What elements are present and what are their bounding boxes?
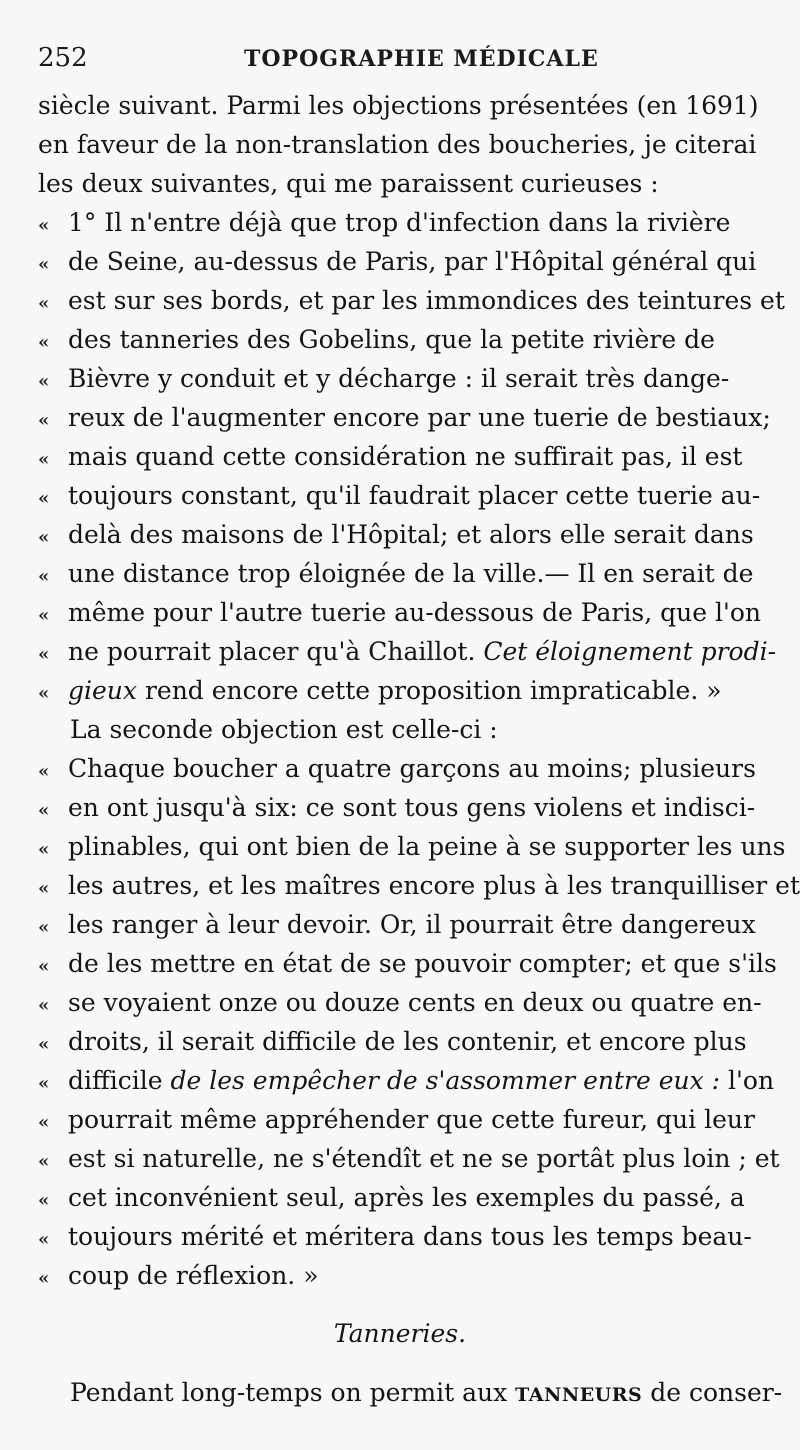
quoted-line bbox=[38, 515, 756, 554]
section-title: Tanneries. bbox=[333, 1319, 467, 1348]
quote-mark: « bbox=[38, 1190, 50, 1211]
text-line: toujours constant, qu'il faudrait placer cette tuerie au- bbox=[68, 481, 761, 510]
quoted-line bbox=[38, 1061, 775, 1100]
quote-mark: « bbox=[38, 995, 50, 1016]
quote-mark: « bbox=[38, 488, 50, 509]
quote-mark: « bbox=[38, 956, 50, 977]
text-line: droits, il serait difficile de les contenir, et encore plus bbox=[68, 1027, 747, 1056]
quoted-line bbox=[38, 788, 756, 827]
text-line: Chaque boucher a quatre garçons au moins; plusieurs bbox=[68, 754, 756, 783]
text-line: siècle suivant. Parmi les objections présentées (en 1691) bbox=[38, 91, 759, 120]
quote-mark: « bbox=[38, 1073, 50, 1094]
quoted-line bbox=[38, 1217, 756, 1256]
quoted-line bbox=[38, 1178, 756, 1217]
last-text-line bbox=[70, 1375, 782, 1413]
quote-mark: « bbox=[38, 1268, 50, 1289]
quote-mark: « bbox=[38, 1229, 50, 1250]
quote-mark: « bbox=[38, 761, 50, 782]
quote-mark: « bbox=[38, 644, 50, 665]
text-line: cet inconvénient seul, après les exemples du passé, a bbox=[68, 1183, 745, 1212]
italic-text: de les empêcher de s'assommer entre eux : bbox=[170, 1066, 721, 1095]
text-line: de les mettre en état de se pouvoir compter; et que s'ils bbox=[68, 949, 777, 978]
quoted-line bbox=[38, 827, 786, 866]
quoted-line bbox=[38, 983, 762, 1022]
quoted-line bbox=[38, 242, 756, 281]
text-line: est si naturelle, ne s'étendît et ne se portât plus loin ; et bbox=[68, 1144, 780, 1173]
page-number: 252 bbox=[38, 43, 88, 73]
text-line: des tanneries des Gobelins, que la petite rivière de bbox=[68, 325, 715, 354]
quoted-line bbox=[38, 944, 777, 983]
text-line: La seconde objection est celle-ci : bbox=[70, 715, 498, 744]
quote-mark: « bbox=[38, 410, 50, 431]
italic-text: Cet éloignement prodi- bbox=[483, 637, 777, 666]
text-line: 1° Il n'entre déjà que trop d'infection dans la rivière bbox=[68, 208, 731, 237]
running-head: TOPOGRAPHIE MÉDICALE bbox=[244, 46, 599, 72]
smallcaps-text: TANNEURS bbox=[515, 1384, 643, 1406]
text-line: coup de réflexion. » bbox=[68, 1261, 319, 1290]
text-line: les ranger à leur devoir. Or, il pourrait être dangereux bbox=[68, 910, 756, 939]
quote-mark: « bbox=[38, 878, 50, 899]
quoted-line bbox=[38, 1022, 756, 1061]
text-line: toujours mérité et méritera dans tous les temps beau- bbox=[68, 1222, 752, 1251]
text-segment: de conser- bbox=[642, 1378, 783, 1407]
quoted-line bbox=[38, 671, 756, 710]
italic-text: gieux bbox=[68, 676, 137, 705]
quoted-line bbox=[38, 749, 756, 788]
text-line: mais quand cette considération ne suffirait pas, il est bbox=[68, 442, 743, 471]
quoted-line bbox=[38, 632, 777, 671]
quoted-line bbox=[38, 1139, 780, 1178]
quoted-line bbox=[38, 905, 756, 944]
quote-mark: « bbox=[38, 371, 50, 392]
quote-mark: « bbox=[38, 332, 50, 353]
quoted-line bbox=[38, 398, 771, 437]
text-line: se voyaient onze ou douze cents en deux ou quatre en- bbox=[68, 988, 762, 1017]
page-header bbox=[38, 40, 778, 80]
text-line: reux de l'augmenter encore par une tuerie de bestiaux; bbox=[68, 403, 771, 432]
quote-mark: « bbox=[38, 1112, 50, 1133]
quoted-line bbox=[38, 866, 800, 905]
text-line: Bièvre y conduit et y décharge : il serait très dange- bbox=[68, 364, 730, 393]
quoted-line bbox=[38, 593, 761, 632]
quote-mark: « bbox=[38, 449, 50, 470]
quote-mark: « bbox=[38, 800, 50, 821]
text-segment: ne pourrait placer qu'à Chaillot. bbox=[68, 637, 484, 666]
quoted-line bbox=[38, 359, 756, 398]
quoted-line bbox=[38, 1256, 756, 1295]
page-body-text bbox=[38, 86, 800, 1295]
text-line: de Seine, au-dessus de Paris, par l'Hôpital général qui bbox=[68, 247, 757, 276]
quote-mark: « bbox=[38, 683, 50, 704]
text-segment: difficile bbox=[68, 1066, 171, 1095]
text-segment: rend encore cette proposition impraticable. » bbox=[137, 676, 722, 705]
quoted-line bbox=[38, 203, 756, 242]
quote-mark: « bbox=[38, 566, 50, 587]
text-line: en ont jusqu'à six: ce sont tous gens violens et indisci- bbox=[68, 793, 756, 822]
text-line: est sur ses bords, et par les immondices des teintures et bbox=[68, 286, 785, 315]
text-line: en faveur de la non-translation des boucheries, je citerai bbox=[38, 130, 757, 159]
quote-mark: « bbox=[38, 527, 50, 548]
quote-mark: « bbox=[38, 839, 50, 860]
quote-mark: « bbox=[38, 215, 50, 236]
text-line: même pour l'autre tuerie au-dessous de Paris, que l'on bbox=[68, 598, 761, 627]
text-line: les deux suivantes, qui me paraissent curieuses : bbox=[38, 169, 659, 198]
quoted-line bbox=[38, 476, 761, 515]
text-segment: l'on bbox=[720, 1066, 775, 1095]
quoted-line bbox=[38, 281, 785, 320]
text-line: delà des maisons de l'Hôpital; et alors elle serait dans bbox=[68, 520, 754, 549]
quoted-line bbox=[38, 554, 756, 593]
quote-mark: « bbox=[38, 605, 50, 626]
quote-mark: « bbox=[38, 293, 50, 314]
quote-mark: « bbox=[38, 254, 50, 275]
quoted-line bbox=[38, 1100, 756, 1139]
quoted-line bbox=[38, 437, 756, 476]
text-line: les autres, et les maîtres encore plus à les tranquilliser et bbox=[68, 871, 800, 900]
text-line: plinables, qui ont bien de la peine à se supporter les uns bbox=[68, 832, 786, 861]
text-segment: Pendant long-temps on permit aux bbox=[70, 1378, 516, 1407]
quote-mark: « bbox=[38, 1034, 50, 1055]
quote-mark: « bbox=[38, 917, 50, 938]
text-line: une distance trop éloignée de la ville.— Il en serait de bbox=[68, 559, 754, 588]
quoted-line bbox=[38, 320, 756, 359]
text-line: pourrait même appréhender que cette fureur, qui leur bbox=[68, 1105, 755, 1134]
quote-mark: « bbox=[38, 1151, 50, 1172]
